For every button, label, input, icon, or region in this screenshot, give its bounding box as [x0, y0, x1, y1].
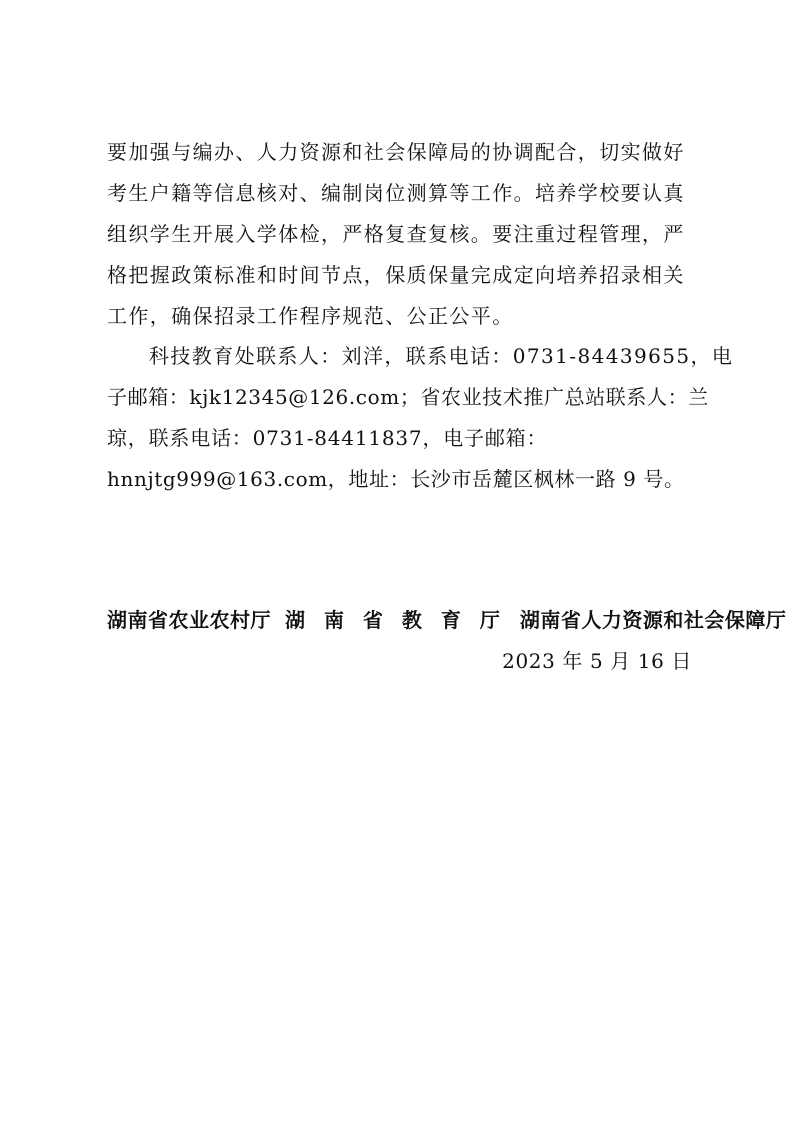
signatory-human-resources-department: 湖南省人力资源和社会保障厅	[519, 608, 787, 632]
signatories	[107, 607, 787, 633]
paragraph-line: 格把握政策标准和时间节点，保质保量完成定向培养招录相关	[107, 263, 685, 287]
paragraph-line: 组织学生开展入学体检，严格复查复核。要注重过程管理，严	[107, 222, 685, 246]
signatory-agriculture-department: 湖南省农业农村厅	[107, 608, 271, 632]
document-date: 2023 年 5 月 16 日	[502, 649, 692, 673]
contact-line: 科技教育处联系人：刘洋，联系电话：0731-84439655，电	[149, 344, 734, 368]
contact-line: 子邮箱：kjk12345@126.com；省农业技术推广总站联系人：兰	[107, 385, 709, 409]
paragraph-line: 要加强与编办、人力资源和社会保障局的协调配合，切实做好	[107, 140, 685, 164]
signatory-education-department: 湖 南 省 教 育 厅	[285, 608, 506, 632]
contact-line: hnnjtg999@163.com，地址：长沙市岳麓区枫林一路 9 号。	[107, 467, 685, 491]
paragraph-line: 考生户籍等信息核对、编制岗位测算等工作。培养学校要认真	[107, 181, 685, 205]
paragraph-line: 工作，确保招录工作程序规范、公正公平。	[107, 304, 514, 328]
contact-line: 琼，联系电话：0731-84411837，电子邮箱：	[107, 426, 548, 450]
